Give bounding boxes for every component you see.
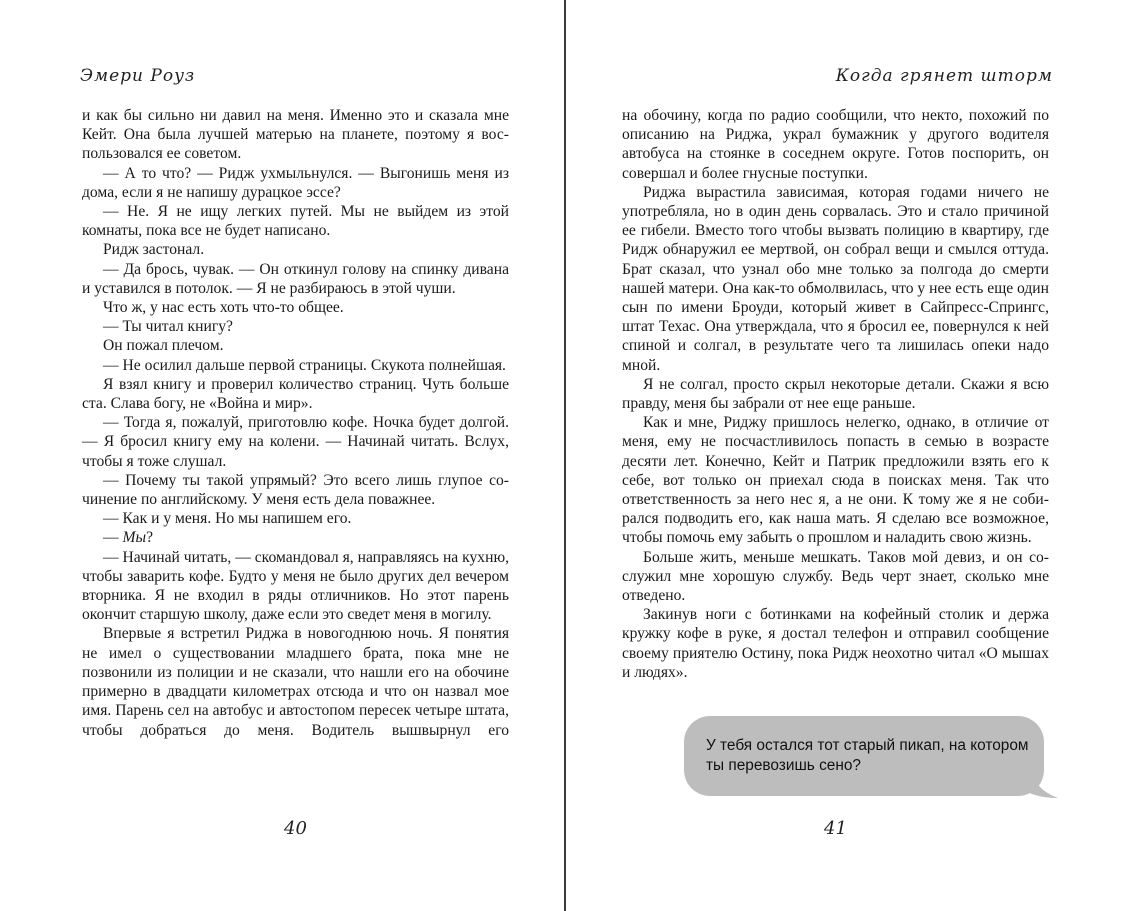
paragraph: — Не осилил дальше первой страницы. Скукота полнейшая.: [103, 356, 506, 374]
left-page-number: 40: [284, 818, 307, 839]
paragraph: Больше жить, меньше мешкать. Таков мой девиз, и он сослужил мне хорошую службу. Ведь черт знает, сколько мне отведено.: [622, 548, 1049, 605]
paragraph: и как бы сильно ни давил на меня. Именно это и сказала мне Кейт. Она была лучшей матерью на планете, поэтому я воспользовался ее советом.: [82, 107, 509, 163]
paragraph: — Не. Я не ищу легких путей. Мы не выйдем из этой комнаты, пока все не будет написано.: [82, 203, 509, 240]
left-running-head-author: Эмери Роуз: [80, 66, 196, 86]
paragraph: Закинув ноги с ботинками на кофейный столик и держа кружку кофе в руке, я достал телефон и отправил сообщение своему приятелю Остину, пока Ридж неохотно читал «О мышах и людях».: [622, 606, 1049, 681]
paragraph: Я не солгал, просто скрыл некоторые детали. Скажи я всю правду, меня бы забрали от нее еще раньше.: [622, 375, 1049, 413]
left-page: [0, 0, 564, 911]
message-bubble-tail-icon: [1018, 772, 1058, 800]
right-page-number: 41: [824, 818, 847, 839]
paragraph: — Начинай читать, — скомандовал я, направляясь на кухню, чтобы заварить кофе. Будто у меня не было других дел вечером вторника. Я не входил в ряды отличников. Но этот парень окончит старшую школу, даже если это сведет меня в могилу.: [82, 548, 509, 624]
paragraph: Я взял книгу и проверил количество страниц. Чуть больше ста. Слава богу, не «Война и мир».: [82, 375, 509, 413]
text-message-content: У тебя остался тот старый пикап, на котором ты перевозишь сено?: [706, 737, 1029, 774]
right-page: [566, 0, 1129, 911]
paragraph: — А то что? — Ридж ухмыльнулся. — Выгонишь меня из дома, если я не напишу дурацкое эссе?: [82, 164, 509, 201]
paragraph: — Как и у меня. Но мы напишем его.: [103, 510, 352, 528]
text-message-bubble: [684, 716, 1044, 796]
paragraph: Риджа вырастила зависимая, которая годами ничего не употребляла, но в один день сорвалась. Это и стало причиной ее гибели. Вместо того чтобы вызвать полицию в квартиру, где Ридж обнаружил ее мертвой, он собрал вещи и смылся оттуда. Брат сказал, что узнал обо мне только за полгода до смерти нашей матери. Она как-то обмолвилась, что у нее есть еще один сын по имени Броуди, который живет в Сайпресс-Спрингс, штат Техас. Она утверждала, что я бросил ее, повернулся к ней спиной и солгал, в результате чего та лишилась опеки надо мной.: [622, 183, 1049, 374]
paragraph: Он пожал плечом.: [103, 337, 224, 355]
paragraph: Впервые я встретил Риджа в новогоднюю ночь. Я понятия не имел о существовании младшего брата, пока мне не позвонили из полиции и не сказали, что нашли его на обочине примерно в двадцати километрах отсюда и что он назвал мое имя. Парень сел на автобус и автостопом пересек четыре штата, чтобы добраться до меня. Водитель вышвырнул его: [82, 625, 509, 739]
right-running-head-title: Когда грянет шторм: [835, 66, 1053, 86]
paragraph: Что ж, у нас есть хоть что-то общее.: [103, 299, 344, 317]
paragraph: на обочину, когда по радио сообщили, что некто, похожий по описанию на Риджа, украл бумажник у другого водителя автобуса на стоянке в соседнем округе. Готов поспорить, он совершал и более гнусные поступки.: [622, 107, 1049, 182]
paragraph: — Тогда я, пожалуй, приготовлю кофе. Ночка будет долгой. — Я бросил книгу ему на колени. — Начинай читать. Вслух, чтобы я тоже слушал.: [82, 414, 509, 470]
right-page-body: [622, 106, 1049, 682]
left-page-body: [82, 106, 509, 740]
paragraph-italic-we: — Мы?: [103, 529, 153, 547]
paragraph: Ридж застонал.: [103, 241, 205, 259]
paragraph: — Да брось, чувак. — Он откинул голову на спинку дивана и уставился в потолок. — Я не разбираюсь в этой чуши.: [82, 260, 509, 297]
paragraph: Как и мне, Риджу пришлось нелегко, однако, в отличие от меня, ему не посчастливилось попасть в семью в возрасте десяти лет. Конечно, Кейт и Патрик предложили взять его к себе, вот только он приехал сюда в поисках меня. Так что ответственность за него нес я, а не они. К тому же я не собирался подводить его, как наша мать. Я сделаю все возможное, чтобы помочь ему забыть о прошлом и наладить свою жизнь.: [622, 414, 1049, 547]
paragraph: — Ты читал книгу?: [103, 318, 233, 336]
paragraph: — Почему ты такой упрямый? Это всего лишь глупое сочинение по английскому. У меня есть дела поважнее.: [82, 471, 509, 509]
